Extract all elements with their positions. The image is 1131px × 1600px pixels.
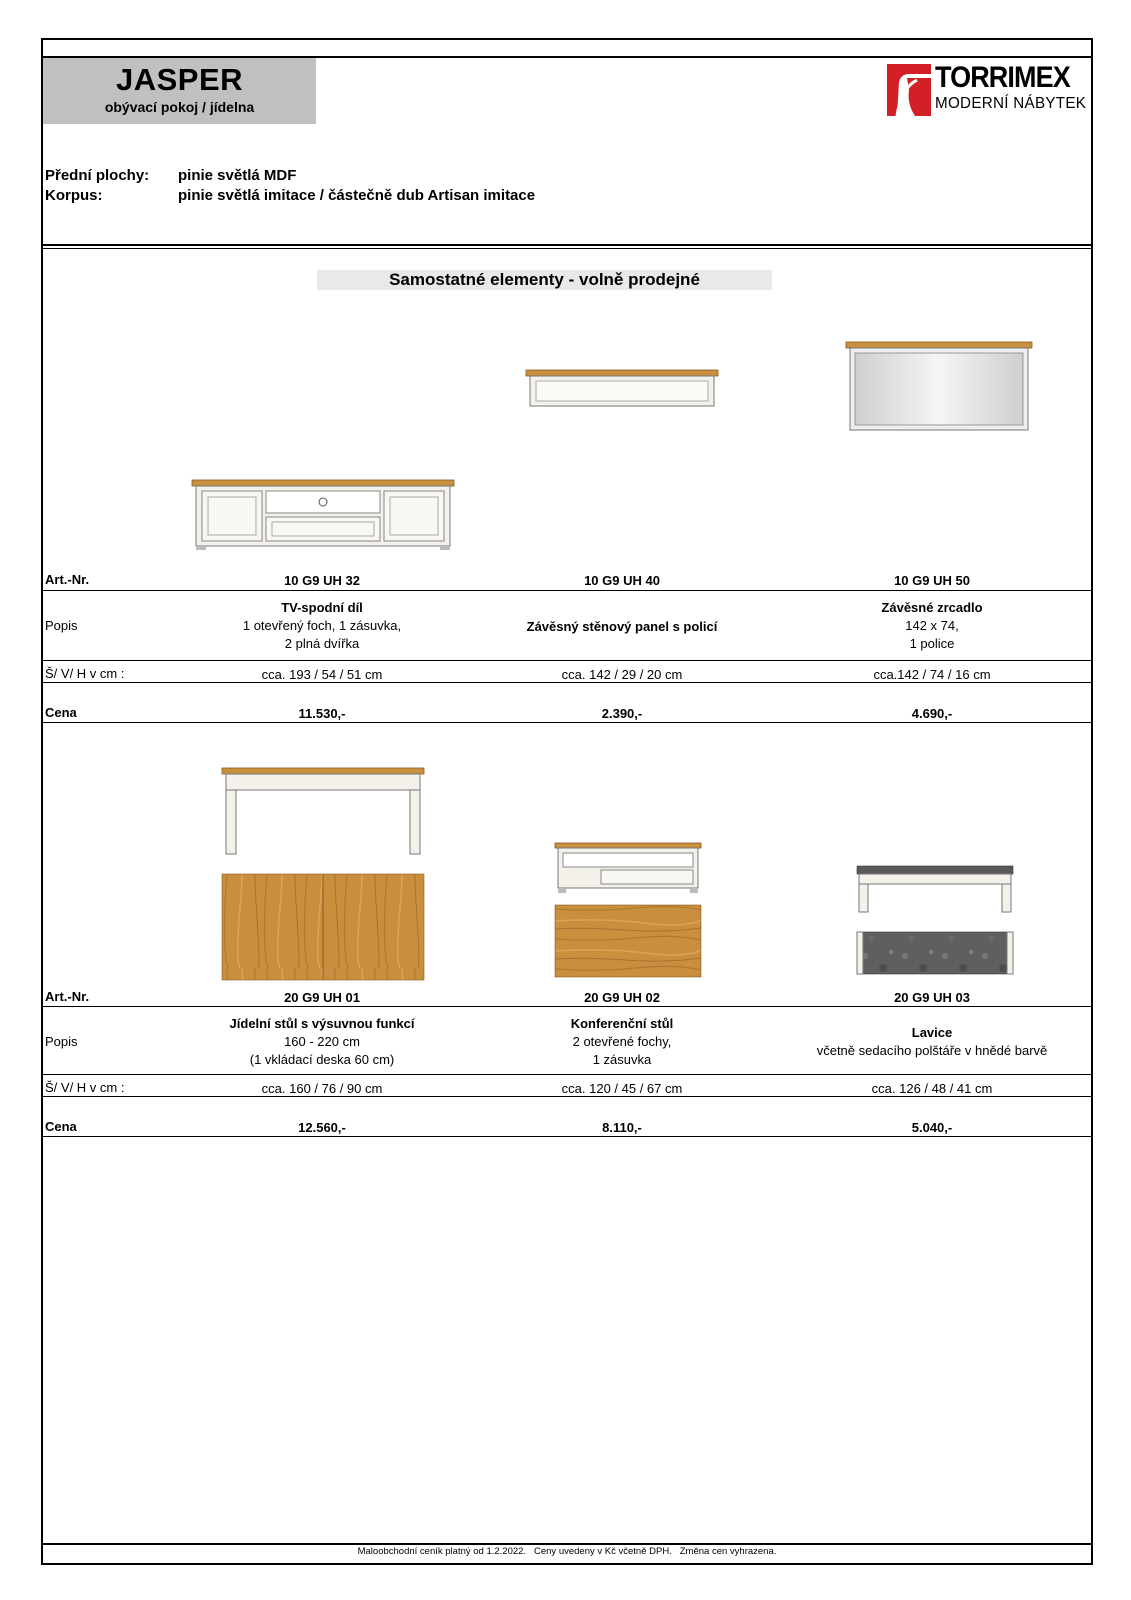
row-label-popis: Popis (45, 1034, 78, 1049)
article-number: 20 G9 UH 02 (584, 990, 660, 1005)
divider (43, 1006, 1091, 1007)
item-dimensions: cca. 142 / 29 / 20 cm (561, 667, 683, 682)
divider (43, 1543, 1091, 1545)
divider (43, 244, 1091, 246)
divider (43, 590, 1091, 591)
material-label: Přední plochy: (45, 167, 150, 184)
row-label-popis: Popis (45, 618, 78, 633)
page-subtitle: obývací pokoj / jídelna (104, 99, 255, 115)
item-detail: 2 plná dvířka (284, 636, 360, 651)
article-number: 20 G9 UH 01 (284, 990, 360, 1005)
row-label-cena: Cena (45, 1119, 77, 1134)
mirror-icon (846, 342, 1032, 430)
item-name: Závěsné zrcadlo (881, 600, 983, 615)
article-number: 10 G9 UH 40 (584, 573, 660, 588)
item-detail: 1 otevřený foch, 1 zásuvka, (242, 618, 402, 633)
material-value: pinie světlá imitace / částečně dub Artisan imitace (178, 187, 536, 204)
divider (43, 248, 1091, 249)
item-price: 8.110,- (602, 1120, 642, 1135)
item-detail: 1 police (909, 636, 955, 651)
article-number: 10 G9 UH 32 (284, 573, 360, 588)
item-detail: 2 otevřené fochy, (572, 1034, 672, 1049)
wall-panel-icon (526, 370, 718, 406)
item-description (172, 1015, 472, 1069)
tv-stand-icon (192, 480, 454, 550)
item-detail: 142 x 74, (905, 618, 959, 633)
item-name: Jídelní stůl s výsuvnou funkcí (229, 1016, 415, 1031)
bench-icon (857, 866, 1013, 974)
divider (43, 660, 1091, 661)
page-title: JASPER (115, 62, 244, 97)
item-detail: (1 vkládací deska 60 cm) (249, 1052, 395, 1067)
divider (43, 1136, 1091, 1137)
row-label-art: Art.-Nr. (45, 572, 90, 587)
divider (43, 1074, 1091, 1075)
item-name: Lavice (911, 1025, 953, 1040)
item-name: Konferenční stůl (570, 1016, 674, 1031)
item-name: TV-spodní díl (281, 600, 363, 615)
material-label: Korpus: (45, 187, 103, 204)
section-title: Samostatné elementy - volně prodejné (317, 270, 772, 290)
divider (43, 682, 1091, 683)
material-value: pinie světlá MDF (178, 167, 297, 184)
item-detail: 1 zásuvka (592, 1052, 652, 1067)
item-detail: včetně sedacího polštáře v hnědé barvě (816, 1043, 1048, 1058)
brand-name: TORRIMEX (935, 61, 1070, 94)
logo-mark-icon (887, 64, 931, 116)
item-description (172, 599, 472, 653)
item-dimensions: cca.142 / 74 / 16 cm (873, 667, 991, 682)
row-label-art: Art.-Nr. (45, 989, 90, 1004)
item-description (782, 1024, 1082, 1060)
article-number: 20 G9 UH 03 (894, 990, 970, 1005)
dining-table-icon (222, 768, 424, 980)
row-label-cena: Cena (45, 705, 77, 720)
coffee-table-icon (555, 843, 701, 977)
item-dimensions: cca. 160 / 76 / 90 cm (261, 1081, 383, 1096)
item-name: Závěsný stěnový panel s policí (526, 619, 718, 634)
item-description (782, 599, 1082, 653)
article-number: 10 G9 UH 50 (894, 573, 970, 588)
item-price: 12.560,- (298, 1120, 346, 1135)
row-label-dims: Š/ V/ H v cm : (45, 1080, 125, 1095)
item-price: 4.690,- (911, 706, 953, 721)
row-label-dims: Š/ V/ H v cm : (45, 666, 125, 681)
item-price: 5.040,- (911, 1120, 953, 1135)
brand-tagline: MODERNÍ NÁBYTEK (935, 95, 1087, 112)
item-price: 11.530,- (298, 706, 346, 721)
divider (43, 1096, 1091, 1097)
item-dimensions: cca. 193 / 54 / 51 cm (261, 667, 383, 682)
item-detail: 160 - 220 cm (284, 1034, 360, 1049)
brand-logo (887, 62, 1087, 118)
title-box (43, 58, 316, 124)
footer-note: Maloobchodní ceník platný od 1.2.2022. Ceny uvedeny v Kč včetně DPH. Změna cen vyhrazena. (357, 1546, 777, 1557)
divider (43, 722, 1091, 723)
item-description (472, 618, 772, 636)
item-description (472, 1015, 772, 1069)
item-price: 2.390,- (601, 706, 643, 721)
item-dimensions: cca. 120 / 45 / 67 cm (561, 1081, 683, 1096)
item-dimensions: cca. 126 / 48 / 41 cm (871, 1081, 993, 1096)
page-frame (41, 38, 1093, 1565)
